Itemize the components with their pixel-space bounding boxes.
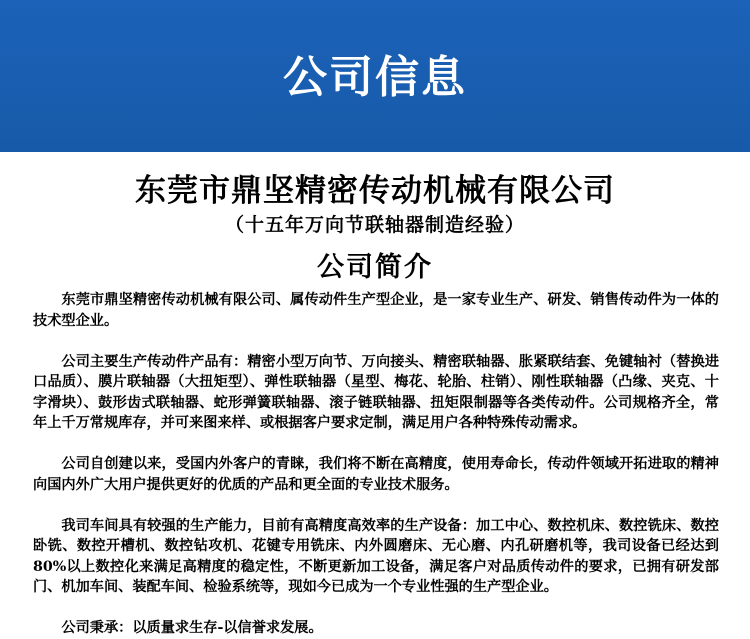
title-banner xyxy=(0,0,750,152)
company-name: 东莞市鼎坚精密传动机械有限公司 xyxy=(135,173,615,209)
company-subtitle: （十五年万向节联轴器制造经验） xyxy=(224,214,525,236)
banner-title: 公司信息 xyxy=(283,52,467,103)
company-motto: 公司秉承：以质量求生存-以信誉求发展。 xyxy=(61,620,323,636)
intro-paragraph-3: 公司自创建以来，受国内外客户的青睐，我们将不断在高精度，使用寿命长，传动件领域开拓进取的精神向国内外广大用户提供更好的优质的产品和更全面的专业技术服务。 xyxy=(33,456,719,493)
intro-paragraph-2: 公司主要生产传动件产品有：精密小型万向节、万向接头、精密联轴器、胀紧联结套、免键轴衬（替换进口品质）、膜片联轴器（大扭矩型）、弹性联轴器（星型、梅花、轮胎、柱销）、刚性联轴器（凸缘、夹克、十字滑块）、鼓形齿式联轴器、蛇形弹簧联轴器、滚子链联轴器、扭矩限制器等各类传动件。公司规格齐全，常年上千万常规库存，并可来图来样、或根据客户要求定制，满足用户各种特殊传动需求。 xyxy=(33,353,719,431)
intro-paragraph-1: 东莞市鼎坚精密传动机械有限公司、属传动件生产型企业，是一家专业生产、研发、销售传动件为一体的技术型企业。 xyxy=(33,292,719,329)
intro-heading: 公司简介 xyxy=(317,252,433,283)
intro-paragraph-4: 我司车间具有较强的生产能力，目前有高精度高效率的生产设备：加工中心、数控机床、数控铣床、数控卧铣、数控开槽机、数控钻攻机、花键专用铣床、内外圆磨床、无心磨、内孔研磨机等，我司设备已经达到80%以上数控化来满足高精度的稳定性，不断更新加工设备，满足客户对品质传动件的要求，已拥有研发部门、机加车间、装配车间、检验系统等，现如今已成为一个专业性强的生产型企业。 xyxy=(33,517,719,595)
intro-content xyxy=(33,290,719,639)
